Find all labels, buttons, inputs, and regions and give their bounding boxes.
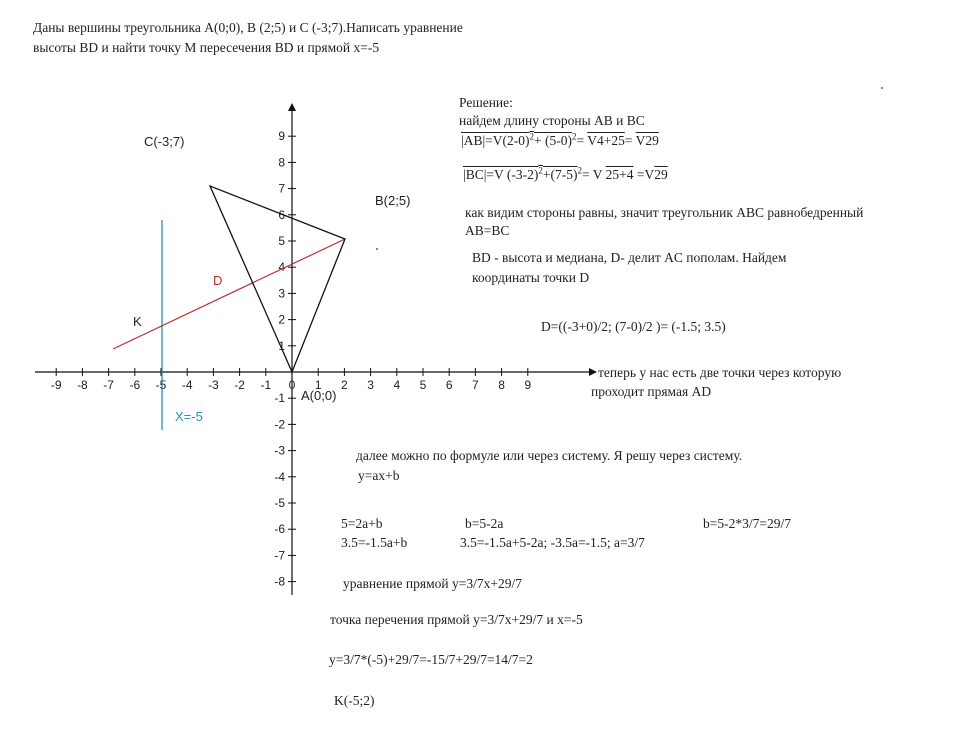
x-tick-label: -4 bbox=[181, 378, 193, 392]
solution-intro: найдем длину стороны АВ и ВС bbox=[459, 113, 645, 128]
d-coordinates: D=((-3+0)/2; (7-0)/2 )= (-1.5; 3.5) bbox=[541, 319, 726, 334]
ab-sup-1: 2 bbox=[529, 131, 535, 142]
x-tick-label: 2 bbox=[341, 378, 348, 392]
label-b: B(2;5) bbox=[375, 193, 411, 208]
x-tick-label: -1 bbox=[260, 378, 272, 392]
bc-eq-2: =V bbox=[633, 167, 655, 182]
system-line-1: далее можно по формуле или через систему. Я решу через систему. bbox=[356, 448, 743, 463]
x-tick-label: 4 bbox=[393, 378, 401, 392]
label-k: K bbox=[133, 314, 142, 329]
x-tick-label: -9 bbox=[50, 378, 62, 392]
y-tick-label: 7 bbox=[278, 181, 285, 196]
equation-1: 5=2a+b bbox=[341, 516, 383, 531]
two-points-line-1: теперь у нас есть две точки через которую bbox=[598, 365, 842, 380]
bc-length bbox=[463, 167, 668, 183]
x-tick-label: 5 bbox=[419, 378, 427, 392]
x-tick-label: -3 bbox=[208, 378, 219, 392]
equation-3: b=5-2a bbox=[465, 516, 504, 531]
line-bd bbox=[113, 239, 345, 349]
x-tick-label: 1 bbox=[314, 378, 322, 392]
bc-eq: = V bbox=[582, 167, 606, 182]
bc-pre: |BC|=V (-3-2) bbox=[463, 167, 539, 182]
y-tick-label: -3 bbox=[274, 443, 285, 458]
y-tick-label: 9 bbox=[278, 129, 285, 144]
y-tick-label: -7 bbox=[274, 548, 285, 563]
y-tick-label: 3 bbox=[278, 286, 285, 301]
y-tick-label: -6 bbox=[274, 522, 285, 537]
system-line-2: y=ax+b bbox=[358, 468, 400, 483]
bc-mid: +(7-5) bbox=[542, 167, 578, 182]
y-tick-label: -8 bbox=[274, 574, 285, 589]
ab-pre: |AB|=V(2-0) bbox=[461, 133, 530, 148]
y-tick-label: -1 bbox=[274, 391, 285, 406]
y-tick-label: 2 bbox=[278, 312, 285, 327]
ab-result-2: V29 bbox=[635, 133, 659, 148]
equation-5: b=5-2*3/7=29/7 bbox=[703, 516, 791, 531]
y-tick-label: -4 bbox=[274, 469, 285, 484]
x-tick-label: 0 bbox=[288, 378, 296, 392]
ab-sup-2: 2 bbox=[572, 131, 577, 142]
x-tick-label: 7 bbox=[472, 378, 479, 392]
x-tick-label: 6 bbox=[445, 378, 453, 392]
ab-result-1: V4+25 bbox=[587, 133, 625, 148]
bc-result-1: 25+4 bbox=[605, 167, 634, 182]
label-a: A(0;0) bbox=[301, 388, 337, 403]
line-equation: уравнение прямой y=3/7x+29/7 bbox=[343, 576, 522, 591]
corner-mark bbox=[881, 87, 883, 89]
y-ticks bbox=[274, 129, 296, 588]
ab-eq: = bbox=[576, 133, 588, 148]
bc-sup-2: 2 bbox=[577, 165, 582, 176]
x-tick-label: -8 bbox=[77, 378, 88, 392]
ab-mid: + (5-0) bbox=[534, 133, 572, 148]
median-line-1: BD - высота и медиана, D- делит AC пополам. Найдем bbox=[472, 250, 787, 265]
x-tick-label: 3 bbox=[367, 378, 374, 392]
y-tick-label: -5 bbox=[274, 496, 285, 510]
y-tick-label: 8 bbox=[278, 155, 285, 170]
bc-sup-1: 2 bbox=[538, 165, 543, 176]
bc-result-2: 29 bbox=[654, 167, 668, 182]
x-tick-label: 9 bbox=[524, 378, 532, 392]
apex-mark bbox=[376, 248, 378, 250]
y-tick-label: 4 bbox=[278, 260, 285, 275]
ab-eq-2: = bbox=[624, 133, 636, 148]
label-d: D bbox=[213, 273, 223, 288]
equal-sides-line-1: как видим стороны равны, значит треугольник ABC равнобедренный bbox=[465, 205, 864, 220]
y-tick-label: 1 bbox=[278, 338, 285, 353]
problem-line-1: Даны вершины треугольника A(0;0), B (2;5) и C (-3;7).Написать уравнение bbox=[33, 20, 463, 35]
intersection-calc: y=3/7*(-5)+29/7=-15/7+29/7=14/7=2 bbox=[329, 652, 533, 667]
answer: K(-5;2) bbox=[334, 693, 375, 708]
x-tick-label: -7 bbox=[103, 378, 114, 392]
y-tick-label: -2 bbox=[274, 417, 285, 432]
label-c: C(-3;7) bbox=[144, 134, 185, 149]
two-points-line-2: проходит прямая AD bbox=[591, 384, 712, 399]
x-tick-label: 8 bbox=[498, 378, 505, 392]
y-axis-arrow bbox=[288, 103, 296, 111]
solution-heading: Решение: bbox=[459, 95, 513, 110]
x-tick-label: -6 bbox=[129, 378, 141, 392]
x-axis-arrow bbox=[589, 368, 597, 376]
equation-4: 3.5=-1.5a+5-2a; -3.5a=-1.5; a=3/7 bbox=[460, 535, 645, 550]
y-tick-label: 5 bbox=[278, 234, 285, 248]
ab-length bbox=[461, 133, 659, 149]
equation-2: 3.5=-1.5a+b bbox=[341, 535, 408, 550]
intersection-statement: точка перечения прямой y=3/7x+29/7 и x=-5 bbox=[330, 612, 583, 627]
problem-line-2: высоты BD и найти точку M пересечения BD и прямой x=-5 bbox=[33, 40, 380, 55]
x-tick-label: -5 bbox=[155, 378, 167, 392]
equal-sides-line-2: AB=BC bbox=[465, 223, 510, 238]
median-line-2: координаты точки D bbox=[472, 270, 590, 285]
label-x-line: X=-5 bbox=[175, 409, 203, 424]
x-tick-label: -2 bbox=[234, 378, 245, 392]
y-tick-label: 6 bbox=[278, 207, 285, 222]
